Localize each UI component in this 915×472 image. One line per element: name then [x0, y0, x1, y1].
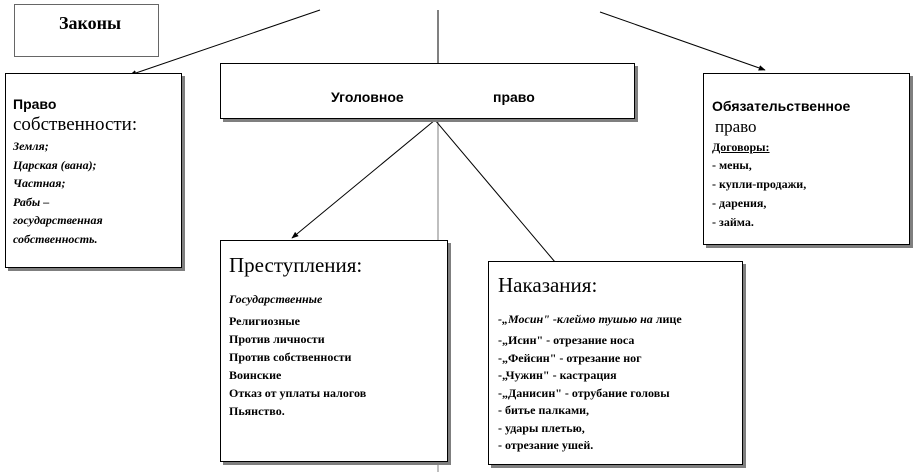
punishments-item: -„Исин" - отрезание носа — [498, 333, 635, 347]
crimes-item: Против собственности — [229, 350, 352, 364]
punishments-heading: Наказания: — [498, 273, 598, 297]
obligation-item: - мены, — [712, 158, 752, 172]
obligation-law-box — [703, 73, 910, 245]
laws-title-box — [14, 4, 159, 57]
crimes-heading: Преступления: — [229, 253, 363, 277]
crimes-item: Отказ от уплаты налогов — [229, 386, 367, 400]
obligation-heading-1: Обязательственное — [712, 98, 851, 114]
punishments-item: -„Чужин" - кастрация — [498, 368, 617, 382]
property-law-box — [5, 73, 182, 268]
punishments-item: -„Фейсин" - отрезание ног — [498, 350, 642, 365]
obligation-item: - дарения, — [712, 196, 767, 210]
line-to-punishments — [435, 120, 555, 262]
crimes-item: Религиозные — [229, 314, 300, 328]
punishments-box — [488, 261, 743, 465]
arrow-to-obligation — [600, 12, 765, 70]
criminal-law-word1: Уголовное — [331, 89, 404, 105]
punishments-first-prefix: -„Мосин" -клеймо тушью на — [498, 312, 653, 326]
property-heading-1: Право — [13, 96, 57, 112]
crimes-item: Против личности — [229, 332, 325, 346]
property-item: собственность. — [13, 231, 98, 246]
property-item: Царская (вана); — [13, 157, 97, 172]
obligation-item: - купли-продажи, — [712, 177, 807, 191]
punishments-item: - битье палками, — [498, 403, 590, 417]
laws-title: Законы — [59, 13, 122, 33]
punishments-item: - отрезание ушей. — [498, 438, 594, 452]
crimes-first: Государственные — [229, 292, 323, 306]
obligation-subheading: Договоры: — [712, 140, 770, 154]
crimes-item: Пьянство. — [229, 404, 285, 418]
property-item: государственная — [13, 213, 103, 227]
crimes-item: Воинские — [229, 368, 282, 382]
arrow-to-crimes — [292, 120, 435, 238]
punishments-item: -„Данисин" - отрубание головы — [498, 385, 670, 400]
property-item: Рабы – — [13, 194, 50, 209]
criminal-law-word2: право — [493, 89, 535, 105]
property-heading-2: собственности: — [13, 114, 138, 135]
property-item: Частная; — [13, 176, 66, 190]
obligation-item: - займа. — [712, 215, 754, 229]
punishments-first-suffix: лице — [655, 312, 682, 326]
property-item: Земля; — [13, 139, 49, 153]
crimes-box — [220, 240, 448, 462]
punishments-item: - удары плетью, — [498, 420, 585, 435]
criminal-law-box — [220, 63, 635, 119]
punishments-first — [498, 310, 682, 328]
obligation-heading-2: право — [715, 117, 757, 136]
